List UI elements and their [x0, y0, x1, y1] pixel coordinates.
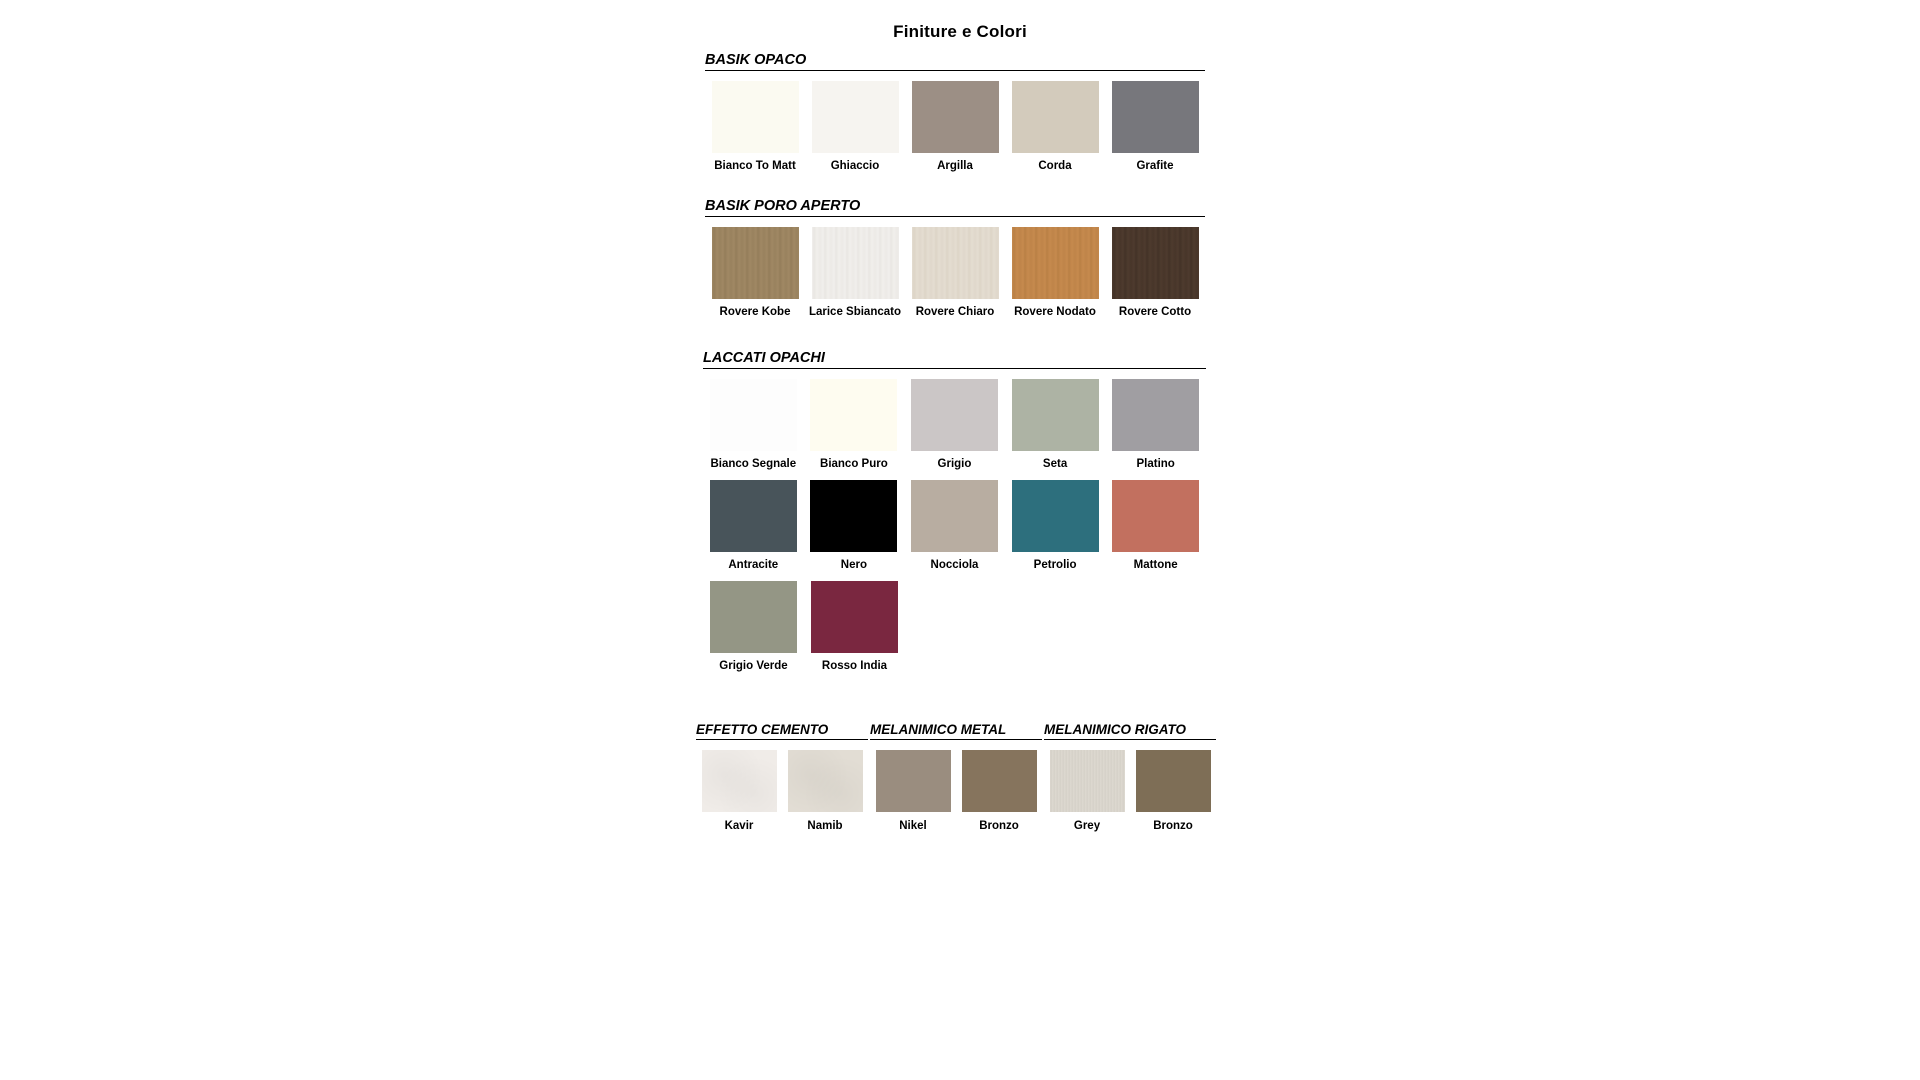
swatch-row: [703, 581, 1206, 672]
swatch-label: Seta: [1042, 458, 1068, 470]
swatch-row: [703, 480, 1206, 571]
swatch-row: [696, 750, 868, 832]
section-basik-poro-aperto: [705, 198, 1205, 318]
swatch-item: [1105, 379, 1206, 470]
swatch-label: Mattone: [1133, 559, 1178, 571]
swatch-label: Bianco Puro: [820, 458, 888, 470]
color-swatch: [710, 480, 797, 552]
swatch-label: Grafite: [1136, 160, 1174, 172]
swatch-label: Bronzo: [979, 820, 1019, 832]
color-swatch: [1012, 480, 1099, 552]
color-swatch: [1136, 750, 1211, 812]
swatch-label: Petrolio: [1033, 559, 1077, 571]
page-title: Finiture e Colori: [893, 22, 1027, 41]
swatch-item: [696, 750, 782, 832]
swatch-label: Grigio Verde: [719, 660, 788, 672]
swatch-label: Rovere Cotto: [1118, 306, 1192, 318]
swatch-label: Platino: [1136, 458, 1175, 470]
section-basik-opaco: [705, 52, 1205, 172]
swatch-row: [1044, 750, 1216, 832]
section-melanimico-rigato: [1044, 722, 1216, 832]
swatch-label: Rosso India: [821, 660, 888, 672]
color-swatch: [1112, 480, 1199, 552]
swatch-item: [705, 81, 805, 172]
color-swatch: [810, 379, 897, 451]
swatch-label: Bianco Segnale: [710, 458, 797, 470]
swatch-item: [805, 81, 905, 172]
swatch-label: Rovere Chiaro: [915, 306, 995, 318]
swatch-label: Bianco To Matt: [714, 160, 796, 172]
color-swatch: [788, 750, 863, 812]
color-swatch: [912, 81, 999, 153]
swatch-label: Nocciola: [930, 559, 979, 571]
swatch-item: [804, 379, 905, 470]
swatch-item: [870, 750, 956, 832]
color-swatch: [962, 750, 1037, 812]
swatch-item: [1005, 379, 1106, 470]
swatch-label: Grigio: [937, 458, 972, 470]
swatch-label: Antracite: [728, 559, 779, 571]
color-swatch: [876, 750, 951, 812]
swatch-label: Rovere Nodato: [1014, 306, 1096, 318]
swatch-item: [905, 81, 1005, 172]
swatch-label: Bronzo: [1153, 820, 1193, 832]
swatch-item: [805, 227, 905, 318]
swatch-item: [1105, 480, 1206, 571]
section-heading: MELANIMICO METAL: [870, 722, 1042, 740]
swatch-label: Rovere Kobe: [719, 306, 791, 318]
swatch-label: Corda: [1038, 160, 1072, 172]
color-swatch: [712, 81, 799, 153]
section-laccati-opachi: [703, 350, 1206, 672]
swatch-label: Kavir: [724, 820, 754, 832]
swatch-item: [1005, 480, 1106, 571]
color-swatch: [911, 480, 998, 552]
swatch-label: Argilla: [937, 160, 973, 172]
swatch-label: Nero: [840, 559, 867, 571]
color-swatch: [710, 581, 797, 653]
color-swatch: [1012, 379, 1099, 451]
swatch-item: [804, 480, 905, 571]
swatch-item: [1005, 81, 1105, 172]
section-heading: BASIK PORO APERTO: [705, 198, 1205, 217]
section-heading: LACCATI OPACHI: [703, 350, 1206, 369]
color-swatch: [811, 581, 898, 653]
swatch-row: [705, 81, 1205, 172]
swatch-item: [1005, 227, 1105, 318]
swatch-item: [904, 379, 1005, 470]
color-swatch: [1012, 81, 1099, 153]
color-swatch: [1112, 81, 1199, 153]
section-heading: EFFETTO CEMENTO: [696, 722, 868, 740]
color-swatch: [812, 81, 899, 153]
color-swatch: [812, 227, 899, 299]
swatch-row: [870, 750, 1042, 832]
swatch-row: [705, 227, 1205, 318]
color-swatch: [710, 379, 797, 451]
swatch-label: Ghiaccio: [830, 160, 880, 172]
swatch-item: [905, 227, 1005, 318]
swatch-item: [1105, 227, 1205, 318]
section-melanimico-metal: [870, 722, 1042, 832]
color-swatch: [712, 227, 799, 299]
color-swatch: [1050, 750, 1125, 812]
swatch-item: [904, 480, 1005, 571]
swatch-row: [703, 379, 1206, 470]
swatch-item: [1130, 750, 1216, 832]
swatch-item: [703, 379, 804, 470]
swatch-item: [804, 581, 905, 672]
color-swatch: [1112, 379, 1199, 451]
bottom-sections: [696, 722, 1216, 832]
swatch-item: [1105, 81, 1205, 172]
swatch-item: [703, 480, 804, 571]
swatch-item: [705, 227, 805, 318]
swatch-label: Larice Sbiancato: [808, 306, 902, 318]
color-swatch: [1012, 227, 1099, 299]
swatch-item: [703, 581, 804, 672]
color-swatch: [810, 480, 897, 552]
swatch-label: Nikel: [899, 820, 927, 832]
color-swatch: [702, 750, 777, 812]
swatch-item: [956, 750, 1042, 832]
swatch-label: Grey: [1073, 820, 1101, 832]
swatch-item: [1044, 750, 1130, 832]
swatch-item: [782, 750, 868, 832]
document-sheet: [640, 0, 1280, 1080]
section-heading: BASIK OPACO: [705, 52, 1205, 71]
section-effetto-cemento: [696, 722, 868, 832]
section-heading: MELANIMICO RIGATO: [1044, 722, 1216, 740]
swatch-label: Namib: [807, 820, 843, 832]
color-swatch: [911, 379, 998, 451]
color-swatch: [1112, 227, 1199, 299]
color-swatch: [912, 227, 999, 299]
